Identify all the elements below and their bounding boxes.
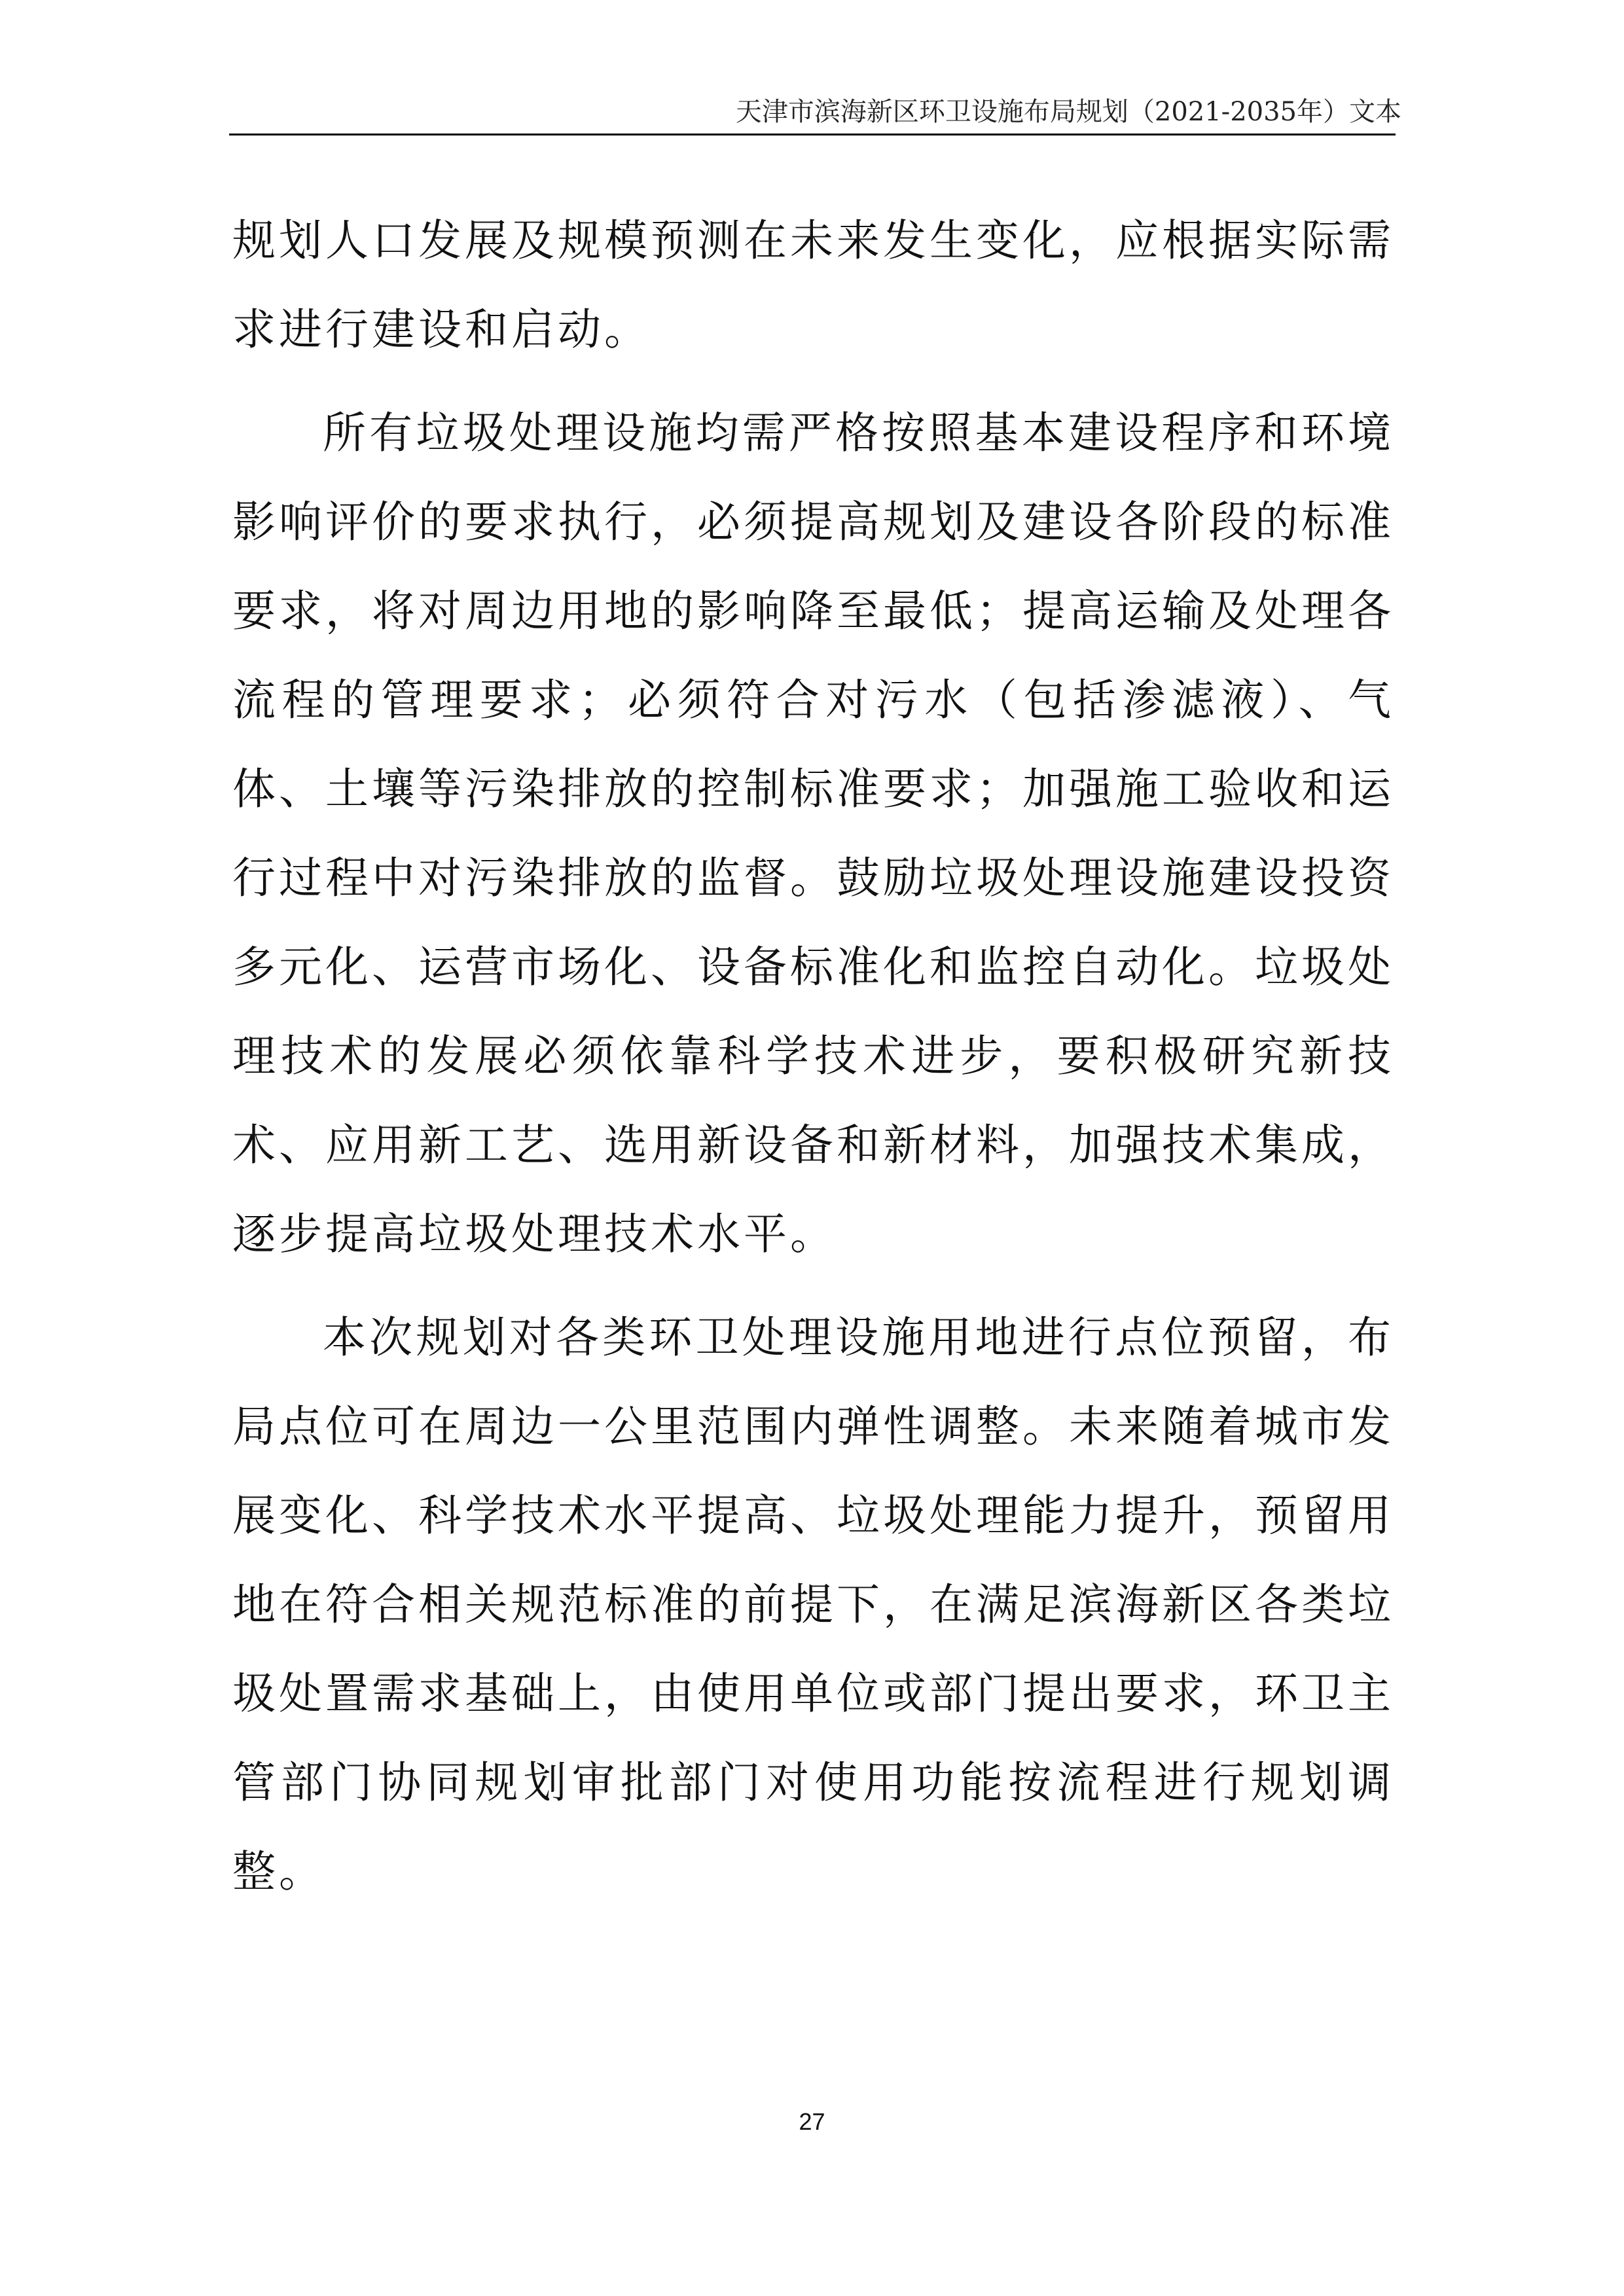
paragraph-continued: 规划人口发展及规模预测在未来发生变化，应根据实际需求进行建设和启动。 [232, 215, 1394, 355]
document-body [232, 196, 1394, 1931]
running-header: 天津市滨海新区环卫设施布局规划（2021-2035年）文本 [735, 97, 1401, 127]
header-divider [229, 134, 1396, 135]
paragraph-site-reservation: 本次规划对各类环卫处理设施用地进行点位预留，布局点位可在周边一公里范围内弹性调整。未来随着城市发展变化、科学技术水平提高、垃圾处理能力提升，预留用地在符合相关规范标准的前提下，在满足滨海新区各类垃圾处置需求基础上，由使用单位或部门提出要求，环卫主管部门协同规划审批部门对使用功能按流程进行规划调整。 [232, 1312, 1394, 1897]
page-number: 27 [799, 2108, 825, 2135]
paragraph-facility-requirements: 所有垃圾处理设施均需严格按照基本建设程序和环境影响评价的要求执行，必须提高规划及建设各阶段的标准要求，将对周边用地的影响降至最低；提高运输及处理各流程的管理要求；必须符合对污水（包括渗滤液）、气体、土壤等污染排放的控制标准要求；加强施工验收和运行过程中对污染排放的监督。鼓励垃圾处理设施建设投资多元化、运营市场化、设备标准化和监控自动化。垃圾处理技术的发展必须依靠科学技术进步，要积极研究新技术、应用新工艺、选用新设备和新材料，加强技术集成，逐步提高垃圾处理技术水平。 [232, 408, 1394, 1259]
